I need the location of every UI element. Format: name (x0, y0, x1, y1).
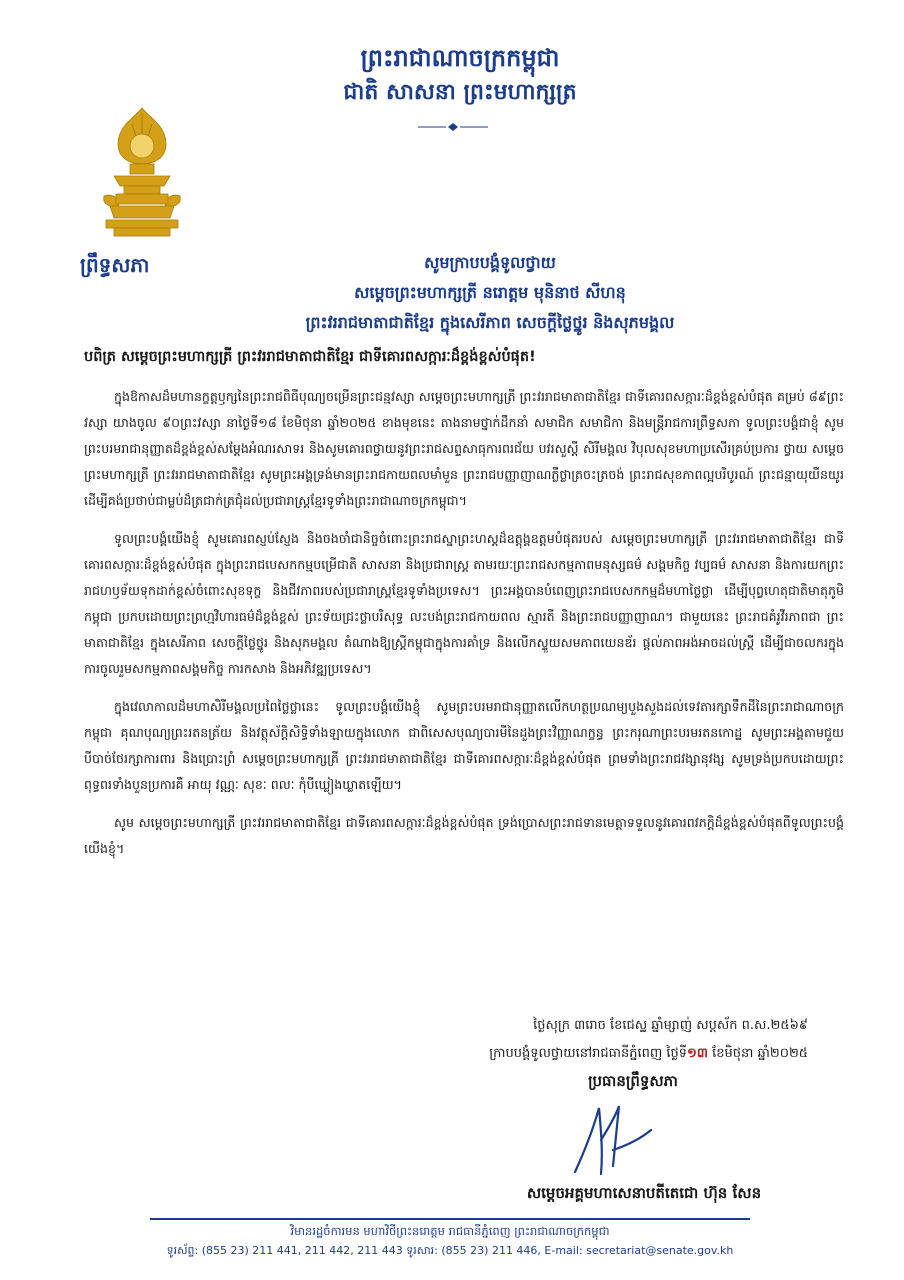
footer-contact: ទូរស័ព្ទ: (855 23) 211 441, 211 442, 211 443 ទូរសារ: (855 23) 211 446, E-mail: secretariat@senate.gov.kh (166, 1244, 734, 1257)
day-number: ១៣ (687, 1046, 708, 1061)
kingdom-motto (290, 40, 630, 110)
place-date (489, 1040, 808, 1068)
signatory-title: ប្រធានព្រឹទ្ធសភា (588, 1072, 678, 1090)
paragraph-4: សូម សម្តេចព្រះមហាក្សត្រី ព្រះវររាជមាតាជាតិខ្មែរ ជាទីគោរពសក្ការៈដ៏ខ្ពង់ខ្ពស់បំផុត ទ្រង់ប្រោសព្រះរាជទានមេត្តាទទួលនូវគោរពវភក្តិដ៏ខ្ពង់ខ្ពស់បំផុតពីទូលព្រះបង្គំយើងខ្ញុំ។ (84, 815, 844, 856)
ornament-divider (418, 122, 488, 132)
nation-religion-king: ជាតិ សាសនា ព្រះមហាក្សត្រ (343, 80, 577, 105)
senate-emblem-icon (94, 106, 190, 238)
date-block (489, 1012, 808, 1068)
handwritten-signature-icon (555, 1100, 715, 1180)
footer-address: វិមានរដ្ឋចំការមន មហាវិថីព្រះនរោត្តម រាជធានីភ្នំពេញ ព្រះរាជាណាចក្រកម្ពុជា (290, 1224, 610, 1238)
paragraph-1: ក្នុងឱកាសដ៏មហានក្ខត្តឫក្សនៃព្រះរាជពិធីបុណ្យចម្រើនព្រះជន្មវស្សា សម្តេចព្រះមហាក្សត្រី ព្រះវររាជមាតាជាតិខ្មែរ ជាទីគោរពសក្ការៈដ៏ខ្ពង់ខ្ពស់បំផុត គម្រប់ ៨៩ព្រះវស្សា យាងចូល ៩០ព្រះវស្សា នាថ្ងៃទី១៨ ខែមិថុនា ឆ្នាំ២០២៥ ខាងមុខនេះ តាងនាមថ្នាក់ដឹកនាំ សមាជិក សមាជិកា និងមន្ត្រីរាជការព្រឹទ្ធសភា ទូលព្រះបង្គំជាខ្ញុំ សូមព្រះបរមរាជានុញ្ញាតដ៏ខ្ពង់ខ្ពស់សម្តែងអំណរសាទរ និងសូមគោរពថ្វាយនូវព្រះរាជសព្ទសាធុការពរជ័យ បវរសួស្តី សិរីមង្គល វិបុលសុខមហាប្រសើរគ្រប់ប្រការ ថ្វាយ សម្តេចព្រះមហាក្សត្រី ព្រះវររាជមាតាជាតិខ្មែរ សូមព្រះអង្គទ្រង់មានព្រះរាជកាយពលមាំមួន ព្រះរាជបញ្ញាញាណភ្លឺថ្លាត្រចះត្រចង់ ព្រះរាជសុខភាពល្អបរិបូរណ៍ ព្រះជន្មាយុយឺនយូរ ដើម្បីគង់ប្រថាប់ជាម្លប់ដ៏ត្រជាក់ត្រជុំដល់ប្រជារាស្ត្រខ្មែរទូទាំងព្រះរាជាណាចក្រកម្ពុជា។ (84, 389, 844, 508)
senate-label: ព្រឹទ្ធសភា (80, 253, 150, 277)
place-suffix: ខែមិថុនា ឆ្នាំ២០២៥ (708, 1046, 808, 1061)
lunar-date: ថ្ងៃសុក្រ ៣រោច ខែជេស្ឋ ឆ្នាំម្សាញ់ សប្តស័ក ព.ស.២៥៦៩ (533, 1018, 808, 1033)
place-prefix: ក្រាបបង្គំទូលថ្វាយនៅរាជធានីភ្នំពេញ ថ្ងៃទី (489, 1046, 688, 1061)
paragraph-3: ក្នុងវេលាកាលដ៏មហាសិរីមង្គលប្រពៃថ្លៃថ្លានេះ ទូលព្រះបង្គំយើងខ្ញុំ សូមព្រះបរមរាជានុញ្ញាតលើកហត្ថប្រណម្យបួងសួងដល់ទេវតារក្សាទឹកដីនៃព្រះរាជាណាចក្រកម្ពុជា គុណបុណ្យព្រះរតនត្រ័យ និងវត្ថុស័ក្តិសិទ្ធិទាំងឡាយក្នុងលោក ជាពិសេសបុណ្យបារមីនៃដួងព្រះវិញ្ញាណក្ខន្ធ ព្រះករុណាព្រះបរមរតនកោដ្ឋ សូមព្រះអង្គតាមជួយបីបាច់ថែរក្សាការពារ និងប្រោះព្រំ សម្តេចព្រះមហាក្សត្រី ព្រះវររាជមាតាជាតិខ្មែរ ជាទីគោរពសក្ការៈដ៏ខ្ពង់ខ្ពស់បំផុត ព្រមទាំងព្រះរាជវង្សានុវង្ស សូមទ្រង់ប្រកបដោយព្រះពុទ្ធពរទាំងបួនប្រការគឺ អាយុ វណ្ណៈ សុខៈ ពលៈ កុំបីឃ្លៀងឃ្លាតឡើយ។ (84, 699, 844, 792)
kingdom-title: ព្រះរាជាណាចក្រកម្ពុជា (360, 44, 560, 72)
salutation: បពិត្រ សម្តេចព្រះមហាក្សត្រី ព្រះវររាជមាតាជាតិខ្មែរ ជាទីគោរពសក្ការៈដ៏ខ្ពង់ខ្ពស់បំផុត! (84, 349, 536, 365)
signatory-name: សម្តេចអគ្គមហាសេនាបតីតេជោ ហ៊ុន សែន (526, 1184, 762, 1202)
heading-line-2: សម្តេចព្រះមហាក្សត្រី នរោត្តម មុនិនាថ សីហនុ (354, 283, 626, 302)
heading-line-3: ព្រះវររាជមាតាជាតិខ្មែរ ក្នុងសេរីភាព សេចក្តីថ្លៃថ្នូរ និងសុភមង្គល (305, 313, 675, 332)
paragraph-2: ទូលព្រះបង្គំយើងខ្ញុំ សូមគោរពស្ញប់ស្ញែង និងចងចាំជានិច្ចចំពោះព្រះរាជស្នាព្រះហស្តដ៏ឧត្តុង្គឧត្តមបំផុតរបស់ សម្តេចព្រះមហាក្សត្រី ព្រះវររាជមាតាជាតិខ្មែរ ជាទីគោរពសក្ការៈដ៏ខ្ពង់ខ្ពស់បំផុត ក្នុងព្រះរាជបេសកកម្មបម្រើជាតិ សាសនា និងប្រជារាស្ត្រ តាមរយៈព្រះរាជសកម្មភាពមនុស្សធម៌ សង្គមកិច្ច វប្បធម៌ សាសនា និងការយកព្រះរាជហឫទ័យទុកដាក់ខ្ពស់ចំពោះសុខទុក្ខ និងជីវភាពរបស់ប្រជារាស្ត្រខ្មែរទូទាំងប្រទេស។ ព្រះអង្គបានបំពេញព្រះរាជបេសកកម្មដ៏មហាថ្លៃថ្លា ដើម្បីបុព្វហេតុជាតិមាតុភូមិកម្ពុជា ប្រកបដោយព្រះព្រហ្មវិហារធម៌ដ៏ខ្ពង់ខ្ពស់ ព្រះទ័យជ្រះថ្លាបរិសុទ្ធ លះបង់ព្រះរាជកាយពល ស្មារតី និងព្រះរាជបញ្ញាញាណ។ ជាមួយនេះ ព្រះរាជគំរូវីរភាពជា ព្រះមាតាជាតិខ្មែរ ក្នុងសេរីភាព សេចក្តីថ្លៃថ្នូរ និងសុភមង្គល តំណាងឱ្យស្ត្រីកម្ពុជាក្នុងការគាំទ្រ និងលើកស្ទួយសមភាពយេនឌ័រ ផ្តល់ភាពអង់អាចដល់ស្ត្រី ដើម្បីជាចលករក្នុងការចូលរួមសកម្មភាពសង្គមកិច្ច ការកសាង និងអភិវឌ្ឍប្រទេស។ (84, 531, 844, 676)
heading-line-1: សូមក្រាបបង្គំទូលថ្វាយ (424, 253, 556, 272)
letter-body (84, 384, 844, 874)
footer-divider (150, 1218, 750, 1220)
letter-heading (230, 248, 750, 338)
